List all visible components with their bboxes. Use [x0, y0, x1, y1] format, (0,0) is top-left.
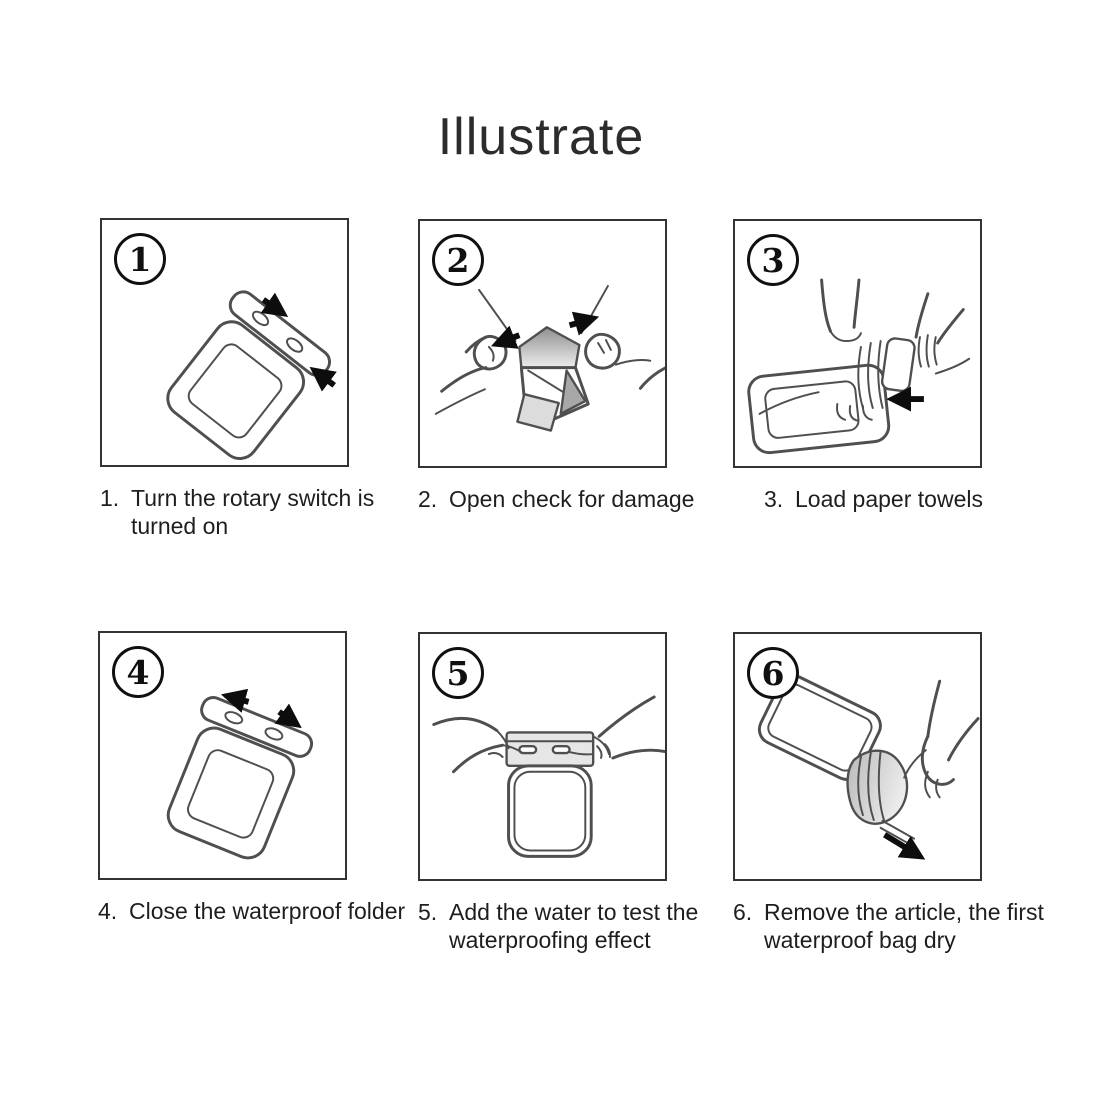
step-caption — [733, 898, 1093, 954]
step-card-5 — [418, 632, 699, 953]
caption-text: Close the waterproof folder — [129, 898, 406, 924]
step-card-6 — [733, 632, 1044, 953]
caption-text: Load paper towels — [795, 486, 983, 512]
step-card-3 — [733, 219, 983, 512]
step-caption — [100, 484, 460, 540]
step-panel-1 — [100, 218, 349, 467]
caption-number: 6. — [733, 899, 753, 925]
step-panel-4 — [98, 631, 347, 880]
caption-number: 5. — [418, 899, 438, 925]
step-number-badge — [114, 233, 166, 285]
caption-number: 2. — [418, 486, 438, 512]
step-number-badge — [747, 234, 799, 286]
caption-number: 3. — [764, 486, 784, 512]
page-title: Illustrate — [437, 107, 645, 166]
caption-number: 4. — [98, 898, 118, 924]
caption-text: Remove the article, the first waterproof bag dry — [764, 899, 1044, 953]
step-caption — [418, 485, 778, 513]
step-card-2 — [418, 219, 695, 512]
step-caption — [733, 485, 1100, 513]
step-panel-6 — [733, 632, 982, 881]
step-number-badge — [112, 646, 164, 698]
direction-arrow — [279, 712, 297, 725]
step-card-4 — [98, 631, 406, 924]
step-number: 4 — [126, 652, 150, 692]
step-number-badge — [747, 647, 799, 699]
step-panel-2 — [418, 219, 667, 468]
direction-arrow — [570, 318, 594, 325]
step-number: 6 — [761, 653, 785, 693]
step-number: 1 — [128, 239, 152, 279]
direction-arrow — [497, 335, 520, 344]
step-number: 5 — [446, 653, 470, 693]
step-number: 3 — [761, 240, 785, 280]
step-number: 2 — [446, 240, 470, 280]
caption-number: 1. — [100, 485, 120, 511]
step-number-badge — [432, 647, 484, 699]
caption-text: Open check for damage — [449, 486, 695, 512]
caption-text: Turn the rotary switch is turned on — [131, 485, 375, 539]
step-number-badge — [432, 234, 484, 286]
step-card-1 — [100, 218, 375, 539]
caption-text: Add the water to test the waterproofing effect — [449, 899, 699, 953]
step-panel-3 — [733, 219, 982, 468]
step-caption — [98, 897, 458, 925]
direction-arrow — [227, 696, 249, 702]
step-caption — [418, 898, 778, 954]
step-panel-5 — [418, 632, 667, 881]
